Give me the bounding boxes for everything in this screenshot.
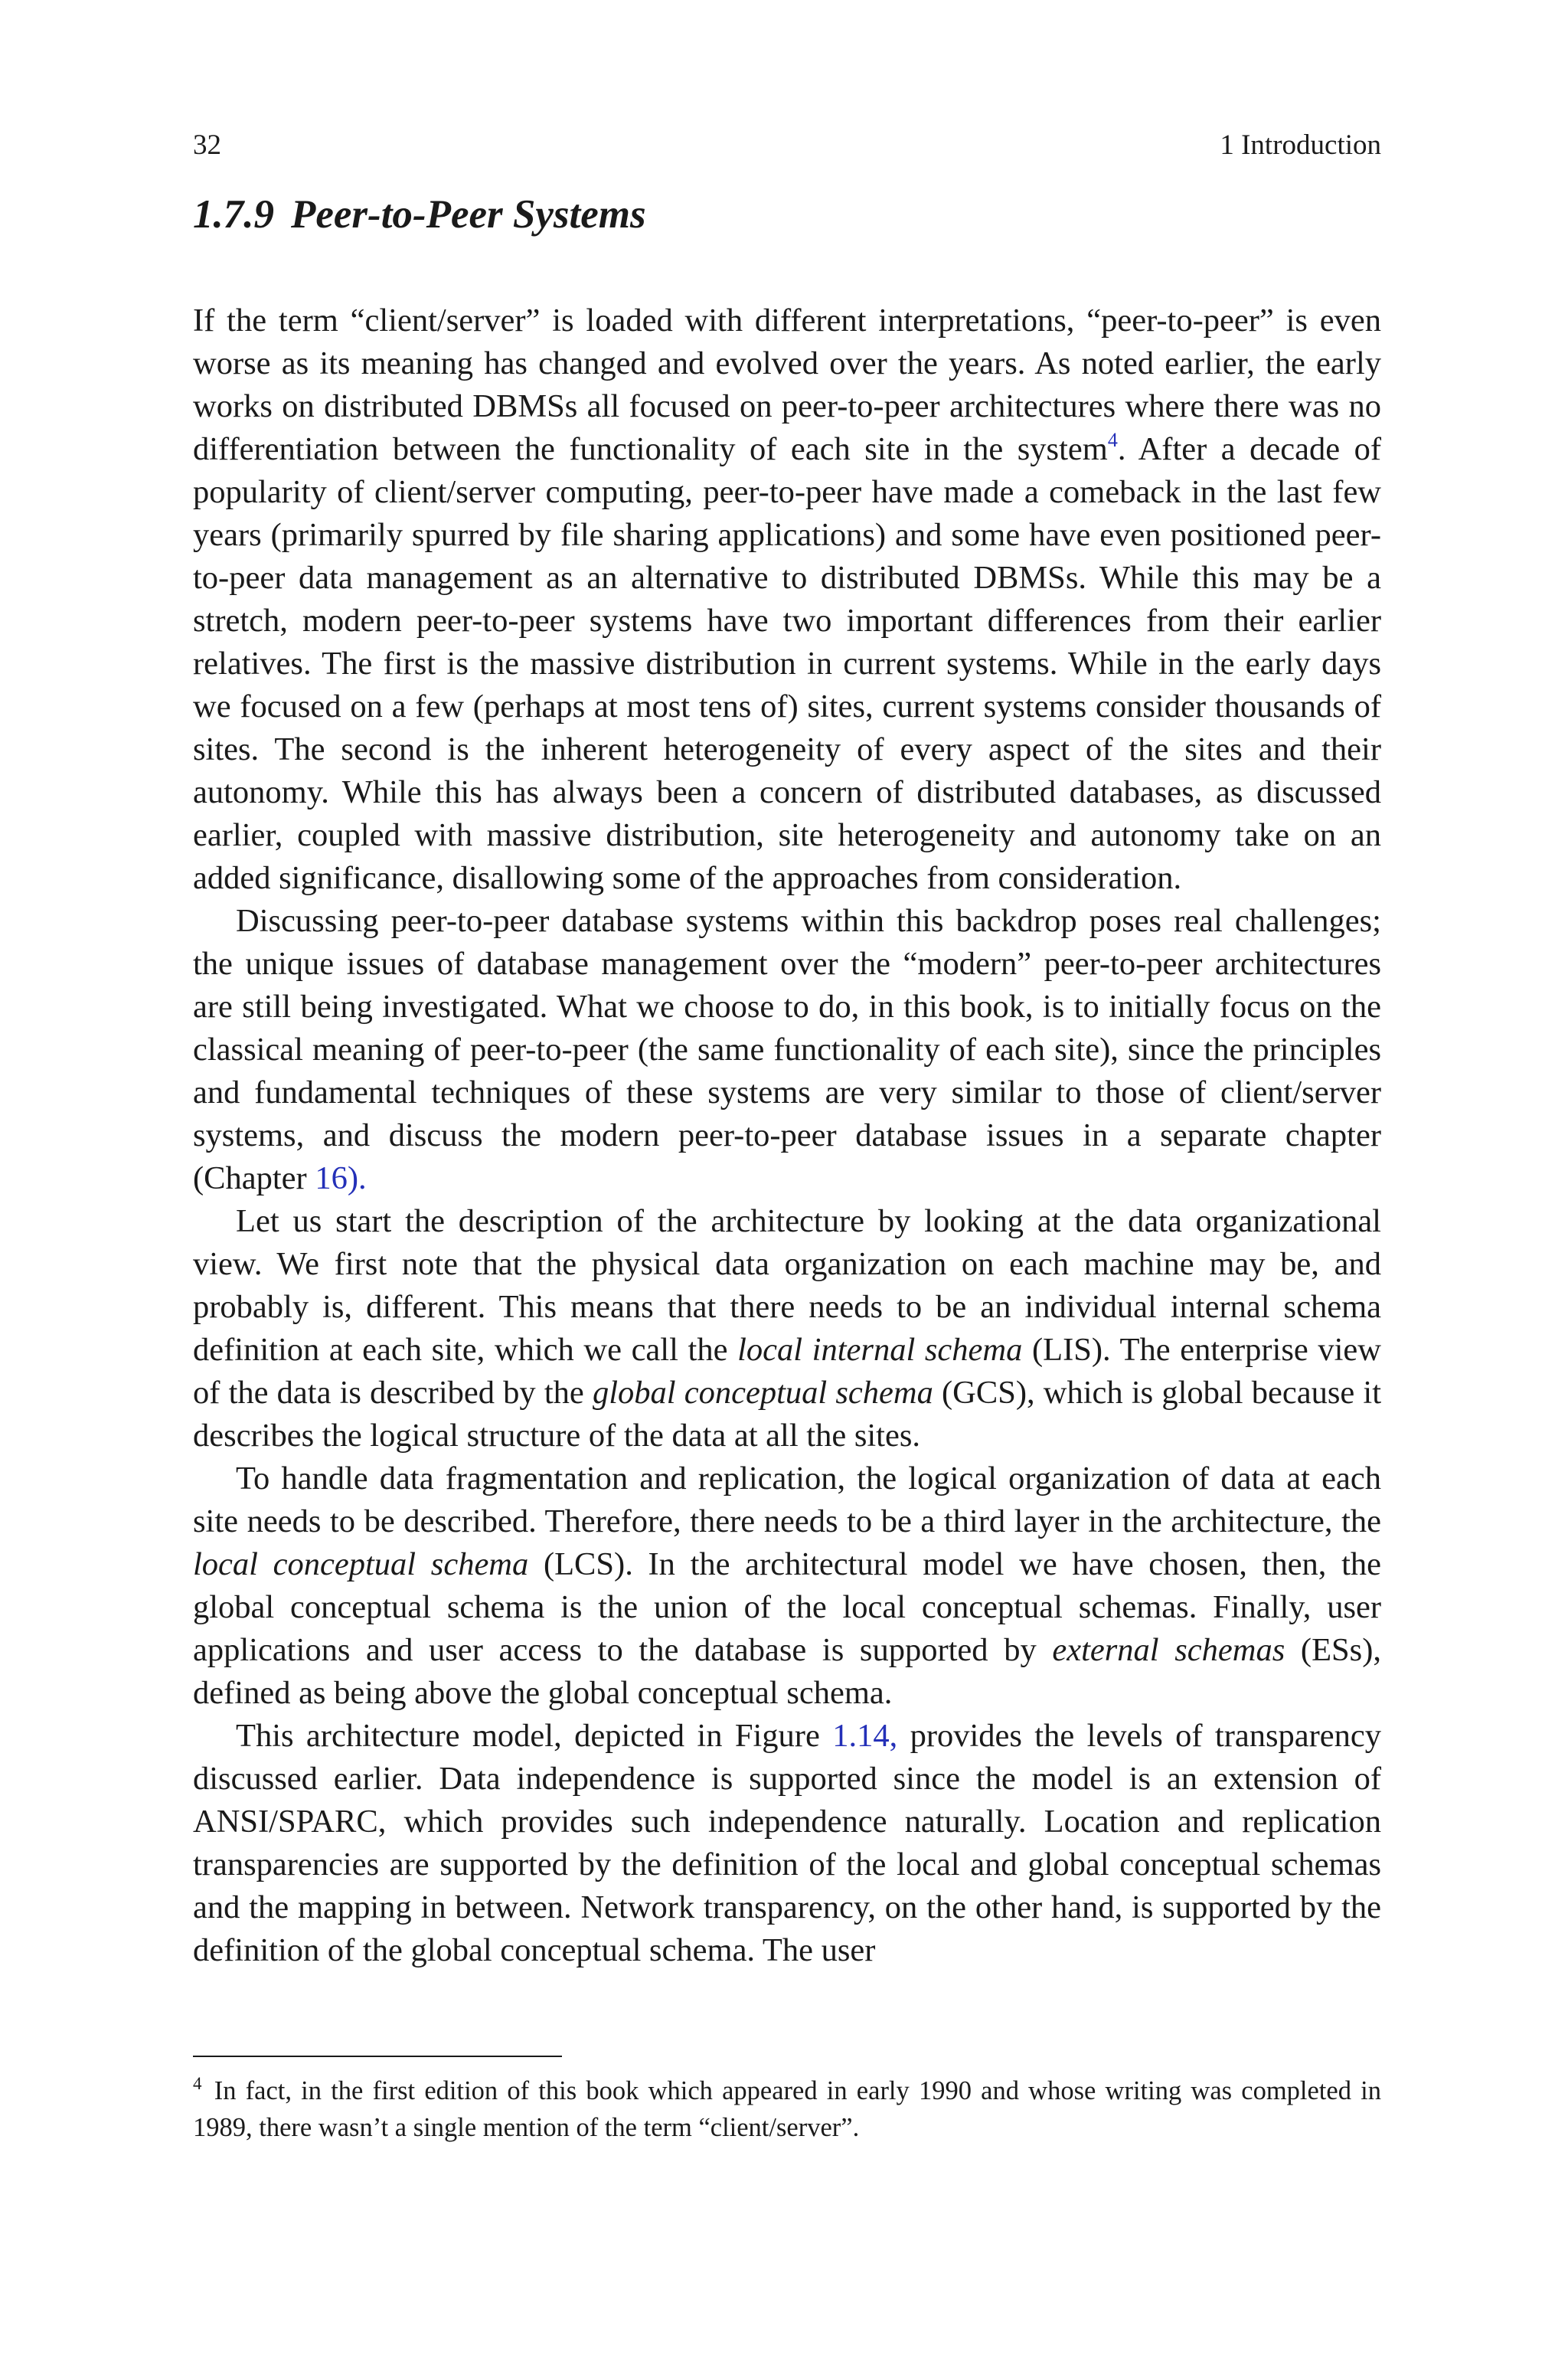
paragraph-2-text: Discussing peer-to-peer database systems within this backdrop poses real challenges; the unique issues of database management over the “modern” peer-to-peer architectures are still being investigated. What we choose to do, in this book, is to initially focus on the classical meaning of peer-to-peer (the same functionality of each site), since the principles and fundamental techniques of these systems are very similar to those of client/server systems, and discuss the modern peer-to-peer database issues in a separate chapter (Chapter [193, 903, 1381, 1196]
paragraph-2 [193, 900, 1381, 1200]
footnote-reference-4[interactable]: 4 [1107, 429, 1118, 451]
footnote-text: In fact, in the first edition of this book which appeared in early 1990 and whose writing was completed in 1989, there wasn’t a single mention of the term “client/server”. [193, 2076, 1381, 2142]
paragraph-3 [193, 1200, 1381, 1457]
paragraph-5-text-a: This architecture model, depicted in Figure [236, 1718, 833, 1754]
paragraph-5 [193, 1715, 1381, 1972]
paragraph-3-text-b: (LIS). The enterprise view of the data is described by the [193, 1332, 1381, 1411]
figure-1-14-link[interactable]: 1.14, [832, 1718, 898, 1754]
term-global-conceptual-schema: global conceptual schema [592, 1375, 933, 1411]
paragraph-5-text-b: provides the levels of transparency discussed earlier. Data independence is supported since the model is an extension of ANSI/SPARC, which provides such independence naturally. Location and replication transparencies are supported by the definition of the local and global conceptual schemas and the mapping in between. Network transparency, on the other hand, is supported by the definition of the global conceptual schema. The user [193, 1718, 1381, 1968]
section-heading [193, 190, 646, 239]
footnote-separator [193, 2056, 562, 2057]
term-local-conceptual-schema: local conceptual schema [193, 1546, 529, 1582]
body-text [193, 299, 1381, 1972]
section-number: 1.7.9 [193, 192, 274, 237]
chapter-title: 1 Introduction [1220, 129, 1381, 161]
paragraph-4-text-b: (LCS). In the architectural model we have chosen, then, the global conceptual schema is the union of the local conceptual schemas. Finally, user applications and user access to the database is supported by [193, 1546, 1381, 1668]
section-title: Peer-to-Peer Systems [291, 192, 646, 237]
paragraph-3-text-c: (GCS), which is global because it describes the logical structure of the data at all the sites. [193, 1375, 1382, 1454]
term-local-internal-schema: local internal schema [737, 1332, 1023, 1368]
footnote-marker: 4 [193, 2074, 202, 2093]
paragraph-1 [193, 299, 1381, 900]
paragraph-1-text-a: If the term “client/server” is loaded with different interpretations, “peer-to-peer” is even worse as its meaning has changed and evolved over the years. As noted earlier, the early works on distributed DBMSs all focused on peer-to-peer architectures where there was no differentiation between the functionality of each site in the system [193, 303, 1381, 467]
paragraph-4-text-c: (ESs), defined as being above the global conceptual schema. [193, 1632, 1381, 1711]
running-head [193, 127, 1381, 164]
paragraph-3-text-a: Let us start the description of the architecture by looking at the data organizational view. We first note that the physical data organization on each machine may be, and probably is, different. This means that there needs to be an individual internal schema definition at each site, which we call the [193, 1203, 1381, 1368]
page-number: 32 [193, 129, 221, 161]
paragraph-4-text-a: To handle data fragmentation and replication, the logical organization of data at each site needs to be described. Therefore, there needs to be a third layer in the architecture, the [193, 1460, 1381, 1539]
chapter-16-link[interactable]: 16). [315, 1160, 367, 1196]
paragraph-1-text-b: . After a decade of popularity of client/server computing, peer-to-peer have made a comeback in the last few years (primarily spurred by file sharing applications) and some have even positioned peer-to-peer data management as an alternative to distributed DBMSs. While this may be a stretch, modern peer-to-peer systems have two important differences from their earlier relatives. The first is the massive distribution in current systems. While in the early days we focused on a few (perhaps at most tens of) sites, current systems consider thousands of sites. The second is the inherent heterogeneity of every aspect of the sites and their autonomy. While this has always been a concern of distributed databases, as discussed earlier, coupled with massive distribution, site heterogeneity and autonomy take on an added significance, disallowing some of the approaches from consideration. [193, 431, 1381, 896]
term-external-schemas: external schemas [1052, 1632, 1285, 1668]
paragraph-4 [193, 1457, 1381, 1715]
footnote-4 [193, 2072, 1381, 2146]
